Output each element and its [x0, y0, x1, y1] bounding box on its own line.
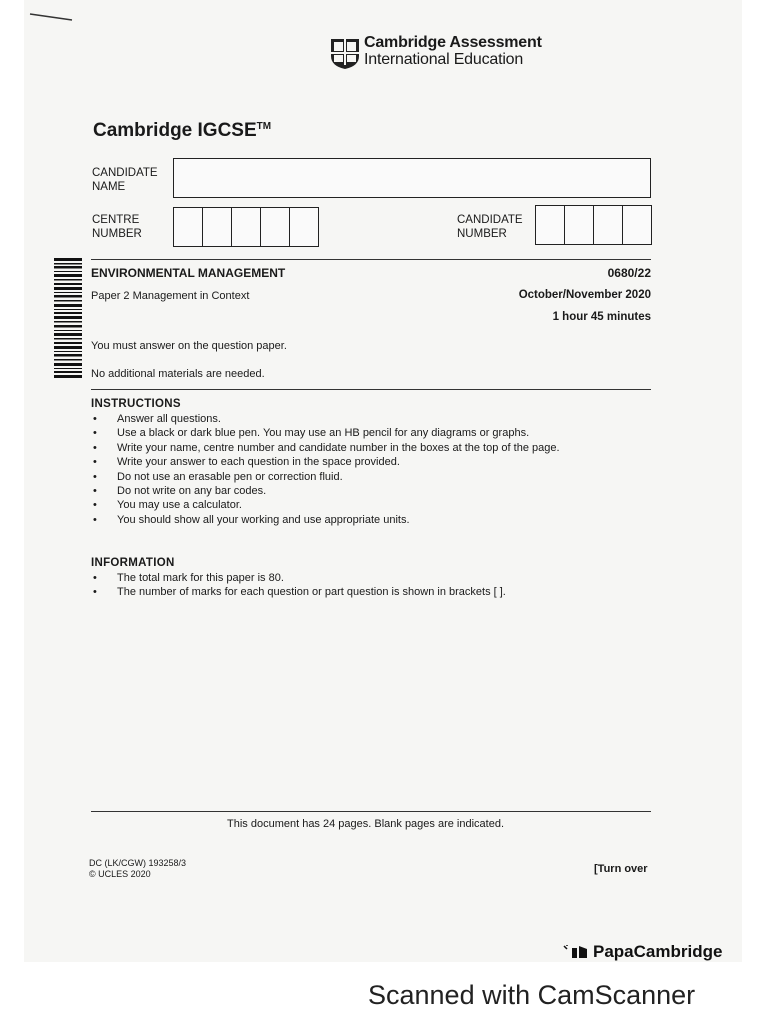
- candidate-name-label: CANDIDATE NAME: [92, 167, 158, 193]
- list-item: • You may use a calculator.: [91, 498, 560, 512]
- list-item: • You should show all your working and use appropriate units.: [91, 513, 560, 527]
- qualification-title: Cambridge IGCSE™: [93, 120, 272, 141]
- exam-duration: 1 hour 45 minutes: [552, 311, 651, 323]
- paper-code: 0680/22: [607, 266, 651, 280]
- list-item: • Answer all questions.: [91, 412, 560, 426]
- instructions-list: [91, 412, 560, 527]
- document-pages-note: This document has 24 pages. Blank pages are indicated.: [227, 818, 505, 830]
- list-item: • Use a black or dark blue pen. You may use an HB pencil for any diagrams or graphs.: [91, 426, 560, 440]
- candidate-number-label: CANDIDATE NUMBER: [457, 214, 523, 240]
- list-item: • Do not use an erasable pen or correction fluid.: [91, 470, 560, 484]
- org-name-line2: International Education: [364, 51, 524, 68]
- centre-number-boxes[interactable]: [173, 207, 319, 247]
- list-item: • The total mark for this paper is 80.: [91, 571, 506, 585]
- trademark: TM: [256, 121, 272, 132]
- instructions-title: INSTRUCTIONS: [91, 398, 181, 410]
- subject-title: ENVIRONMENTAL MANAGEMENT: [91, 266, 286, 280]
- list-item: • Do not write on any bar codes.: [91, 484, 560, 498]
- paper-title: Paper 2 Management in Context: [91, 290, 250, 302]
- org-name-line1: Cambridge Assessment: [364, 34, 542, 51]
- materials-note: No additional materials are needed.: [91, 368, 265, 380]
- university-crest-icon: [330, 38, 360, 70]
- exam-session: October/November 2020: [518, 289, 651, 301]
- divider: [91, 259, 651, 260]
- answer-note: You must answer on the question paper.: [91, 340, 287, 352]
- divider: [91, 389, 651, 390]
- candidate-name-box[interactable]: [173, 158, 651, 198]
- papacambridge-brand: PapaCambridge: [563, 942, 722, 962]
- information-title: INFORMATION: [91, 557, 175, 569]
- divider: [91, 811, 651, 812]
- list-item: • Write your answer to each question in the space provided.: [91, 455, 560, 469]
- list-item: • Write your name, centre number and candidate number in the boxes at the top of the page.: [91, 441, 560, 455]
- scanner-watermark: Scanned with CamScanner: [368, 980, 696, 1010]
- centre-number-label: CENTRE NUMBER: [92, 214, 142, 240]
- papacambridge-logo-icon: [563, 943, 593, 959]
- turn-over-label: [Turn over: [594, 863, 648, 875]
- pen-mark: [28, 12, 74, 22]
- candidate-number-boxes[interactable]: [535, 205, 652, 245]
- information-list: [91, 571, 506, 600]
- barcode-icon: [54, 256, 82, 382]
- list-item: • The number of marks for each question or part question is shown in brackets [ ].: [91, 585, 506, 599]
- document-code: DC (LK/CGW) 193258/3 © UCLES 2020: [89, 858, 187, 879]
